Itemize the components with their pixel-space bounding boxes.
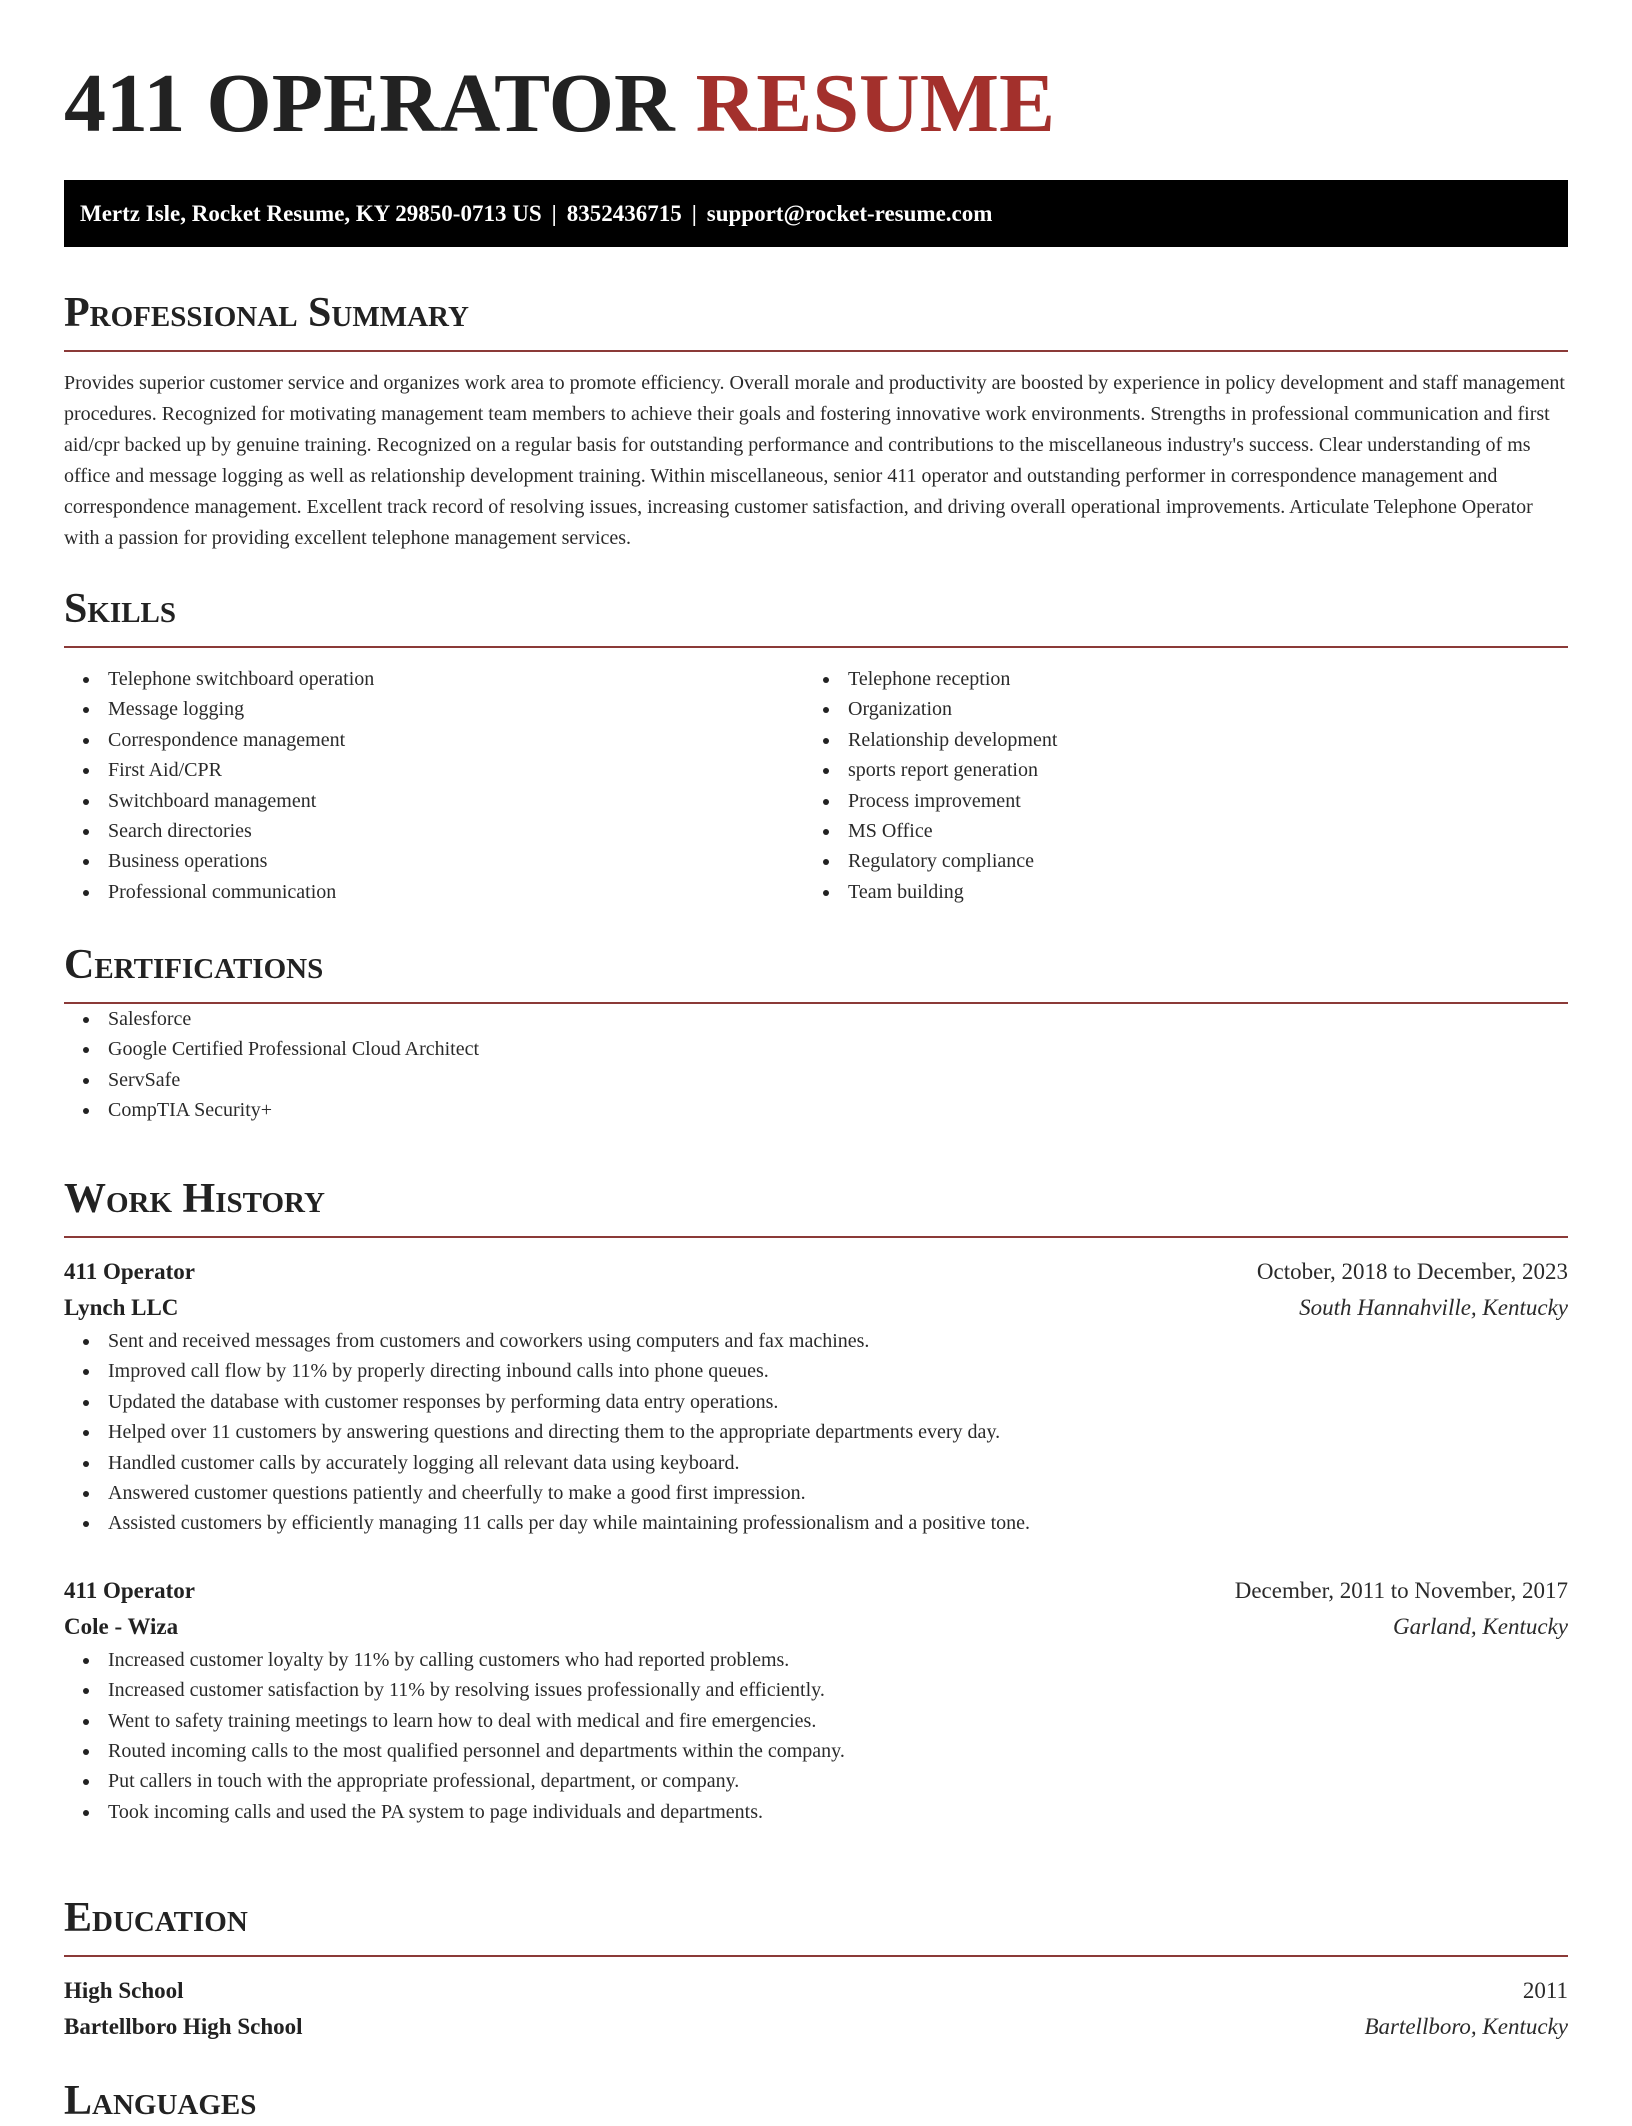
section-divider: [64, 1236, 1568, 1238]
section-divider: [64, 1955, 1568, 1957]
job-duty-item: Helped over 11 customers by answering questions and directing them to the appropriate departments every day.: [64, 1417, 1568, 1447]
job-duty-item: Took incoming calls and used the PA system to page individuals and departments.: [64, 1797, 1568, 1827]
languages-section: [64, 2076, 1568, 2126]
contact-separator: |: [691, 201, 697, 226]
skill-item: Regulatory compliance: [804, 846, 1544, 876]
job-company-row: [64, 1290, 1568, 1326]
skill-item: Business operations: [64, 846, 804, 876]
skill-item: Telephone switchboard operation: [64, 664, 804, 694]
job-dates: October, 2018 to December, 2023: [1256, 1259, 1568, 1284]
job-location: Garland, Kentucky: [1392, 1613, 1568, 1639]
certifications-section: [64, 940, 1568, 1126]
contact-address: Mertz Isle, Rocket Resume, KY 29850-0713 US: [80, 201, 542, 226]
summary-text: Provides superior customer service and organizes work area to promote efficiency. Overall morale and productivity are boosted by experience in policy development and staff management procedures. Recognized for motivating management team members to achieve their goals and fostering innovative work environments. Strengths in professional communication and first aid/cpr backed up by genuine training. Recognized on a regular basis for outstanding performance and contributions to the miscellaneous industry's success. Clear understanding of ms office and message logging as well as relationship development training. Within miscellaneous, senior 411 operator and outstanding performer in correspondence management and correspondence management. Excellent track record of resolving issues, increasing customer satisfaction, and driving overall operational improvements. Articulate Telephone Operator with a passion for providing excellent telephone management services.: [64, 372, 1565, 549]
summary-section: [64, 288, 1568, 554]
title-accent: RESUME: [695, 57, 1056, 150]
job-duty-item: Routed incoming calls to the most qualified personnel and departments within the company.: [64, 1736, 1568, 1766]
job-company: Cole - Wiza: [64, 1613, 179, 1639]
title-main: 411 OPERATOR: [64, 57, 696, 150]
skill-item: Professional communication: [64, 877, 804, 907]
education-year: 2011: [1522, 1978, 1568, 2003]
summary-heading: Professional Summary: [64, 290, 469, 336]
job-entry: [64, 1573, 1568, 1827]
job-location: South Hannahville, Kentucky: [1299, 1295, 1568, 1320]
skill-item: Correspondence management: [64, 725, 804, 755]
job-duty-item: Assisted customers by efficiently managing 11 calls per day while maintaining professionalism and a positive tone.: [64, 1508, 1568, 1538]
skill-item: sports report generation: [804, 755, 1544, 785]
skill-item: Search directories: [64, 816, 804, 846]
resume-page: [64, 0, 1568, 2124]
skills-list-left: [64, 664, 804, 907]
section-divider: [64, 646, 1568, 648]
skill-item: Team building: [804, 877, 1544, 907]
skills-heading: Skills: [64, 586, 177, 632]
languages-heading: Languages: [64, 2078, 257, 2124]
skill-item: First Aid/CPR: [64, 755, 804, 785]
job-duty-item: Handled customer calls by accurately logging all relevant data using keyboard.: [64, 1448, 1568, 1478]
section-divider: [64, 350, 1568, 352]
skill-item: Switchboard management: [64, 786, 804, 816]
job-entry: [64, 1254, 1568, 1539]
job-duties: [64, 1326, 1568, 1539]
certifications-heading: Certifications: [64, 942, 324, 988]
education-heading: Education: [64, 1895, 248, 1941]
skill-item: Telephone reception: [804, 664, 1544, 694]
skill-item: MS Office: [804, 816, 1544, 846]
job-duty-item: Went to safety training meetings to learn how to deal with medical and fire emergencies.: [64, 1706, 1568, 1736]
job-duty-item: Improved call flow by 11% by properly directing inbound calls into phone queues.: [64, 1356, 1568, 1386]
skill-item: Message logging: [64, 694, 804, 724]
skills-columns: [64, 664, 1568, 907]
resume-title: [64, 0, 1568, 152]
work-history-section: [64, 1174, 1568, 1827]
job-company-row: [64, 1609, 1568, 1645]
skill-item: Process improvement: [804, 786, 1544, 816]
work-history-heading: Work History: [64, 1176, 325, 1222]
skills-section: [64, 584, 1568, 907]
education-section: [64, 1893, 1568, 2045]
skill-item: Relationship development: [804, 725, 1544, 755]
contact-separator: |: [551, 201, 557, 226]
contact-email[interactable]: support@rocket-resume.com: [706, 201, 993, 226]
education-location: Bartellboro, Kentucky: [1364, 2014, 1568, 2039]
education-entry: [64, 1973, 1568, 2045]
job-header-row: [64, 1573, 1568, 1609]
job-title: 411 Operator: [64, 1259, 195, 1284]
job-dates: December, 2011 to November, 2017: [1234, 1577, 1568, 1603]
certification-item: CompTIA Security+: [64, 1095, 1568, 1125]
job-duty-item: Increased customer satisfaction by 11% by resolving issues professionally and efficiently.: [64, 1675, 1568, 1705]
education-header-row: [64, 1973, 1568, 2009]
certification-item: Salesforce: [64, 1004, 1568, 1034]
certification-item: Google Certified Professional Cloud Architect: [64, 1034, 1568, 1064]
education-school: Bartellboro High School: [64, 2014, 303, 2039]
contact-bar: [64, 180, 1568, 247]
job-duty-item: Answered customer questions patiently and cheerfully to make a good first impression.: [64, 1478, 1568, 1508]
job-duty-item: Sent and received messages from customers and coworkers using computers and fax machines.: [64, 1326, 1568, 1356]
job-duty-item: Updated the database with customer responses by performing data entry operations.: [64, 1387, 1568, 1417]
skill-item: Organization: [804, 694, 1544, 724]
certifications-list: [64, 1004, 1568, 1126]
skills-list-right: [804, 664, 1544, 907]
contact-phone: 8352436715: [566, 201, 682, 226]
education-school-row: [64, 2009, 1568, 2045]
job-company: Lynch LLC: [64, 1295, 179, 1320]
job-header-row: [64, 1254, 1568, 1290]
job-duty-item: Put callers in touch with the appropriate professional, department, or company.: [64, 1766, 1568, 1796]
job-title: 411 Operator: [64, 1577, 195, 1603]
job-duties: [64, 1645, 1568, 1827]
job-duty-item: Increased customer loyalty by 11% by calling customers who had reported problems.: [64, 1645, 1568, 1675]
certification-item: ServSafe: [64, 1065, 1568, 1095]
education-degree: High School: [64, 1978, 184, 2003]
